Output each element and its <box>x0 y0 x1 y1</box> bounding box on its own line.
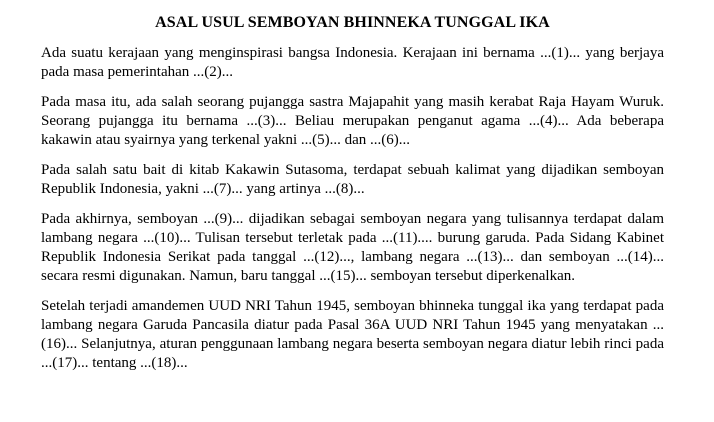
paragraph-2: Pada masa itu, ada salah seorang pujangga sastra Majapahit yang masih kerabat Raja Hayam Wuruk. Seorang pujangga itu bernama ...(3)... Beliau merupakan penganut agama ...(4)... Ada beberapa kakawin atau syairnya yang terkenal yakni ...(5)... dan ...(6)... <box>41 94 664 148</box>
paragraph-5: Setelah terjadi amandemen UUD NRI Tahun 1945, semboyan bhinneka tunggal ika yang terdapat pada lambang negara Garuda Pancasila diatur pada Pasal 36A UUD NRI Tahun 1945 yang menyatakan ...(16)... Selanjutnya, aturan penggunaan lambang negara beserta semboyan negara diatur lebih rinci pada ...(17)... tentang ...(18)... <box>41 298 664 371</box>
document-title: ASAL USUL SEMBOYAN BHINNEKA TUNGGAL IKA <box>155 14 550 31</box>
paragraph-3: Pada salah satu bait di kitab Kakawin Sutasoma, terdapat sebuah kalimat yang dijadikan semboyan Republik Indonesia, yakni ...(7)... yang artinya ...(8)... <box>41 162 664 197</box>
paragraph-1: Ada suatu kerajaan yang menginspirasi bangsa Indonesia. Kerajaan ini bernama ...(1)... yang berjaya pada masa pemerintahan ...(2)... <box>41 45 664 80</box>
paragraph-4: Pada akhirnya, semboyan ...(9)... dijadikan sebagai semboyan negara yang tulisannya terdapat dalam lambang negara ...(10)... Tulisan tersebut terletak pada ...(11).... burung garuda. Pada Sidang Kabinet Republik Indonesia Serikat pada tanggal ...(12)..., lambang negara ...(13)... dan semboyan ...(14)... secara resmi digunakan. Namun, baru tanggal ...(15)... semboyan tersebut diperkenalkan. <box>41 211 664 284</box>
